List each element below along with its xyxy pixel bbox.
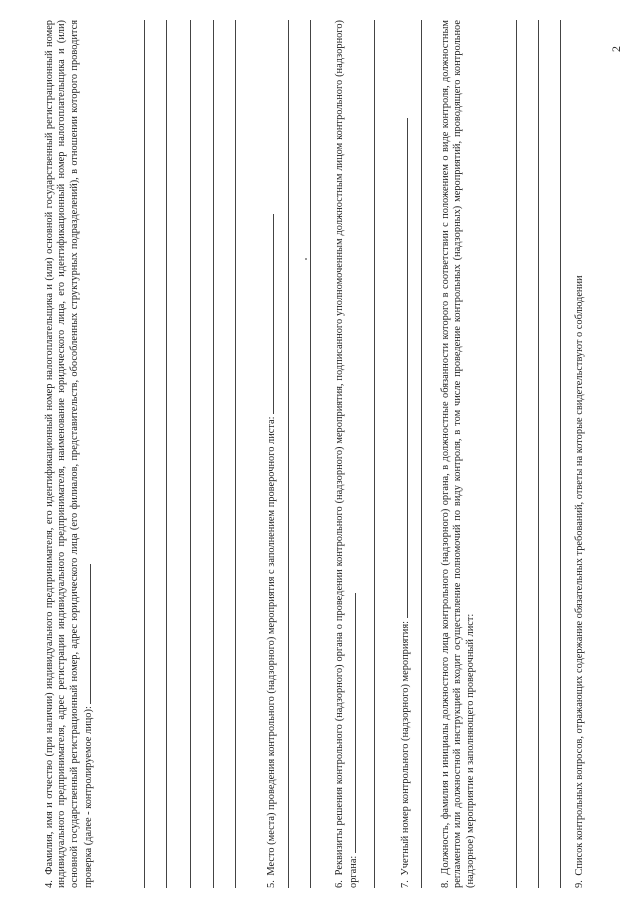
section-4-line-3[interactable] <box>190 20 191 888</box>
section-9-text <box>574 20 586 888</box>
section-4-line-4[interactable] <box>213 20 214 888</box>
section-7 <box>398 20 412 888</box>
section-4-line-1[interactable] <box>144 20 145 888</box>
section-8-line-3[interactable] <box>560 20 561 888</box>
section-5-text <box>264 20 278 888</box>
section-7-label: Учетный номер контрольного (надзорного) мероприятия: <box>400 621 411 876</box>
section-9-label: Список контрольных вопросов, отражающих содержание обязательных требований, ответы на которые свидетельствуют о соблюдении <box>574 275 585 876</box>
section-8-text <box>440 20 477 888</box>
page-number: 2 <box>609 46 623 52</box>
section-4-line-5[interactable] <box>235 20 236 888</box>
section-8-label: Должность, фамилия и инициалы должностного лица контрольного (надзорного) органа, в должностные обязанности которого в соответствии с положением о виде контроля, должностным регламентом или должностной инструкцией входит осуществление полномочий по виду контроля, в том числе проведение контрольных (надзорных) мероприятий, проводящего контрольное (надзорное) мероприятие и заполняющего проверочный лист: <box>440 20 476 888</box>
section-4-line-2[interactable] <box>166 20 167 888</box>
section-4-number: 4. <box>44 880 55 888</box>
document-body <box>38 20 602 888</box>
section-6-inline-field[interactable] <box>346 593 356 853</box>
section-8-line-2[interactable] <box>538 20 539 888</box>
section-7-number: 7. <box>400 880 411 888</box>
section-8 <box>440 20 477 888</box>
section-8-line-1[interactable] <box>516 20 517 888</box>
section-9 <box>574 20 586 888</box>
section-4 <box>44 20 96 888</box>
section-5-line-1[interactable] <box>288 20 289 888</box>
section-8-number: 8. <box>440 880 451 888</box>
section-4-inline-field[interactable] <box>81 564 91 704</box>
section-4-label: Фамилия, имя и отчество (при наличии) индивидуального предпринимателя, его идентификационный номер налогоплательщика и (или) основной государственный регистрационный номер индивидуального предпринимателя, адрес регистрации индивидуального предпринимателя, наименование юридического лица, его идентификационный номер налогоплательщика и (или) основной государственный регистрационный номер, адрес юридического лица (его филиалов, представительств, обособленных структурных подразделений), в отношении которого проводится проверка (далее - контролируемое лицо): <box>44 20 95 888</box>
section-6-line-1[interactable] <box>374 20 375 888</box>
section-5 <box>264 20 278 888</box>
section-5-number: 5. <box>266 880 277 888</box>
section-7-inline-field[interactable] <box>398 118 408 618</box>
section-6 <box>334 20 361 888</box>
section-5-label: Место (места) проведения контрольного (надзорного) мероприятия с заполнением проверочного листа: <box>266 416 277 876</box>
scan-speck <box>305 258 307 260</box>
section-6-label: Реквизиты решения контрольного (надзорного) органа о проведении контрольного (надзорного) мероприятия, подписанного уполномоченным должностным лицом контрольного (надзорного) органа: <box>334 20 360 888</box>
section-5-line-2[interactable] <box>310 20 311 888</box>
section-9-number: 9. <box>574 880 585 888</box>
section-5-inline-field[interactable] <box>264 214 274 414</box>
section-7-line-1[interactable] <box>421 20 422 888</box>
section-7-text <box>398 20 412 888</box>
section-4-text <box>44 20 96 888</box>
section-6-text <box>334 20 361 888</box>
section-6-number: 6. <box>334 880 345 888</box>
